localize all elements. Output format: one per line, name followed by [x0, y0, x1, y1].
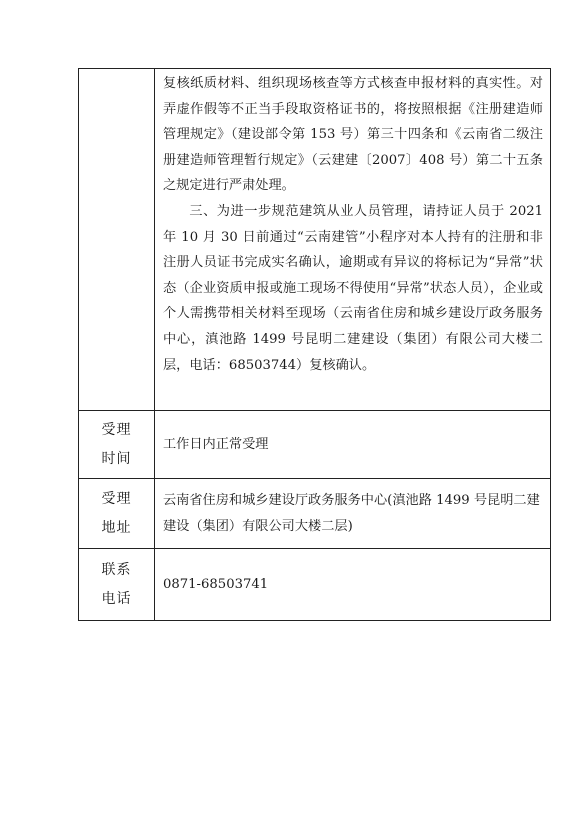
label-time-line2: 时间	[101, 450, 132, 467]
label-address-line1: 受理	[101, 490, 132, 507]
info-table	[78, 68, 551, 621]
value-phone: 0871-68503741	[155, 549, 551, 621]
table-row-time	[79, 411, 551, 479]
table-row-content	[79, 69, 551, 411]
empty-label-cell	[79, 69, 155, 411]
label-cell-time	[79, 411, 155, 479]
label-time-line1: 受理	[101, 421, 132, 438]
value-time: 工作日内正常受理	[155, 411, 551, 479]
paragraph-item-three: 三、为进一步规范建筑从业人员管理，请持证人员于 2021 年 10 月 30 日前通过“云南建管”小程序对本人持有的注册和非注册人员证书完成实名确认，逾期或有异议的将标记为“异常”状态（企业资质申报或施工现场不得使用“异常”状态人员），企业或个人需携带相关材料至现场（云南省住房和城乡建设厅政务服务中心，滇池路 1499 号昆明二建建设（集团）有限公司大楼二层，电话：68503744）复核确认。	[163, 203, 543, 373]
label-cell-phone	[79, 549, 155, 621]
label-address-line2: 地址	[101, 519, 132, 536]
paragraph-verification: 复核纸质材料、组织现场核查等方式核查申报材料的真实性。对弄虚作假等不正当手段取资格证书的，将按照根据《注册建造师管理规定》（建设部令第 153 号）第三十四条和《云南省二级注册建造师管理暂行规定》（云建建〔2007〕408 号）第二十五条之规定进行严肃处理。	[163, 76, 543, 194]
label-cell-address	[79, 479, 155, 549]
content-cell	[155, 69, 551, 411]
table-row-phone	[79, 549, 551, 621]
label-phone-line2: 电话	[101, 590, 132, 607]
label-phone-line1: 联系	[101, 561, 132, 578]
value-address: 云南省住房和城乡建设厅政务服务中心(滇池路 1499 号昆明二建建设（集团）有限公司大楼二层)	[155, 479, 551, 549]
table-row-address	[79, 479, 551, 549]
